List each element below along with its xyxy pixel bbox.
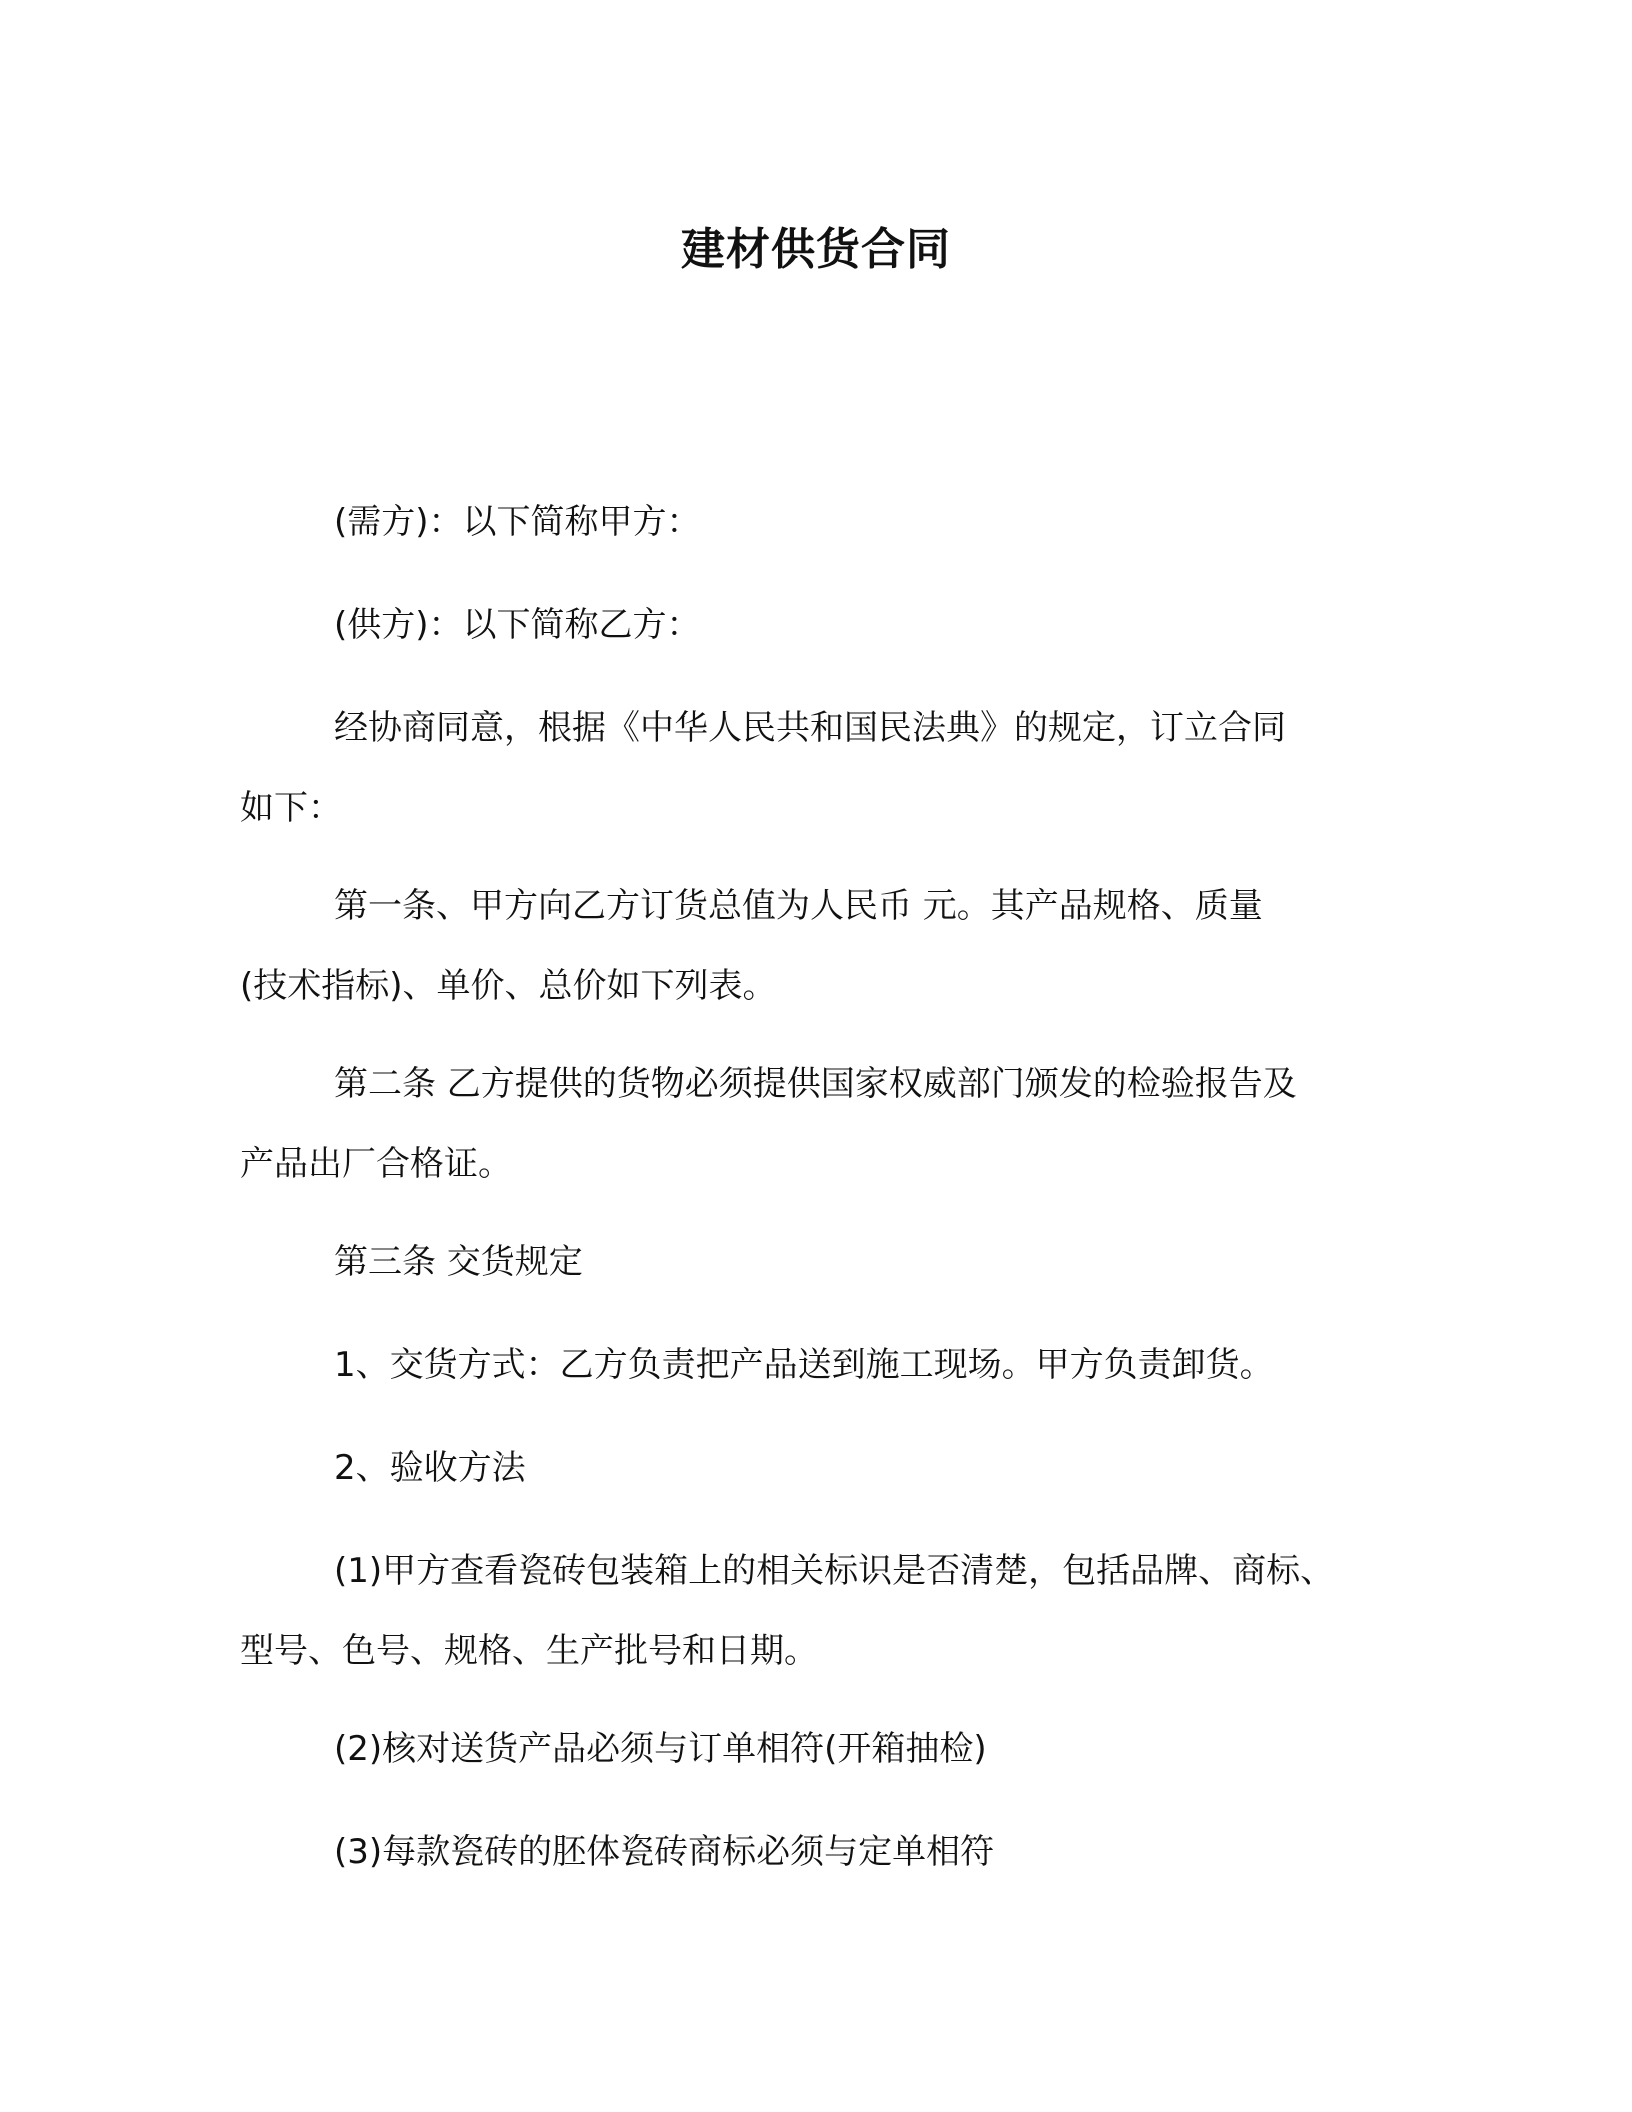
paragraph-line: 产品出厂合格证。 (240, 1144, 512, 1184)
document-title: 建材供货合同 (681, 224, 951, 275)
paragraph-line: (需方)：以下简称甲方： (334, 502, 701, 542)
paragraph-line: 第三条 交货规定 (334, 1242, 583, 1282)
paragraph-line: 第一条、甲方向乙方订货总值为人民币 元。其产品规格、质量 (334, 886, 1263, 926)
paragraph-line: 如下： (240, 788, 342, 828)
paragraph-line: 2、验收方法 (334, 1448, 526, 1488)
paragraph-line: 型号、色号、规格、生产批号和日期。 (240, 1631, 818, 1671)
paragraph-line: (技术指标)、单价、总价如下列表。 (240, 966, 777, 1006)
paragraph-line: (1)甲方查看瓷砖包装箱上的相关标识是否清楚，包括品牌、商标、 (334, 1551, 1335, 1591)
paragraph-check-2 (240, 1709, 1420, 1789)
paragraph-check-3 (240, 1812, 1420, 1892)
paragraph-line: (2)核对送货产品必须与订单相符(开箱抽检) (334, 1729, 987, 1769)
paragraph-line: 1、交货方式：乙方负责把产品送到施工现场。甲方负责卸货。 (334, 1345, 1274, 1385)
paragraph-acceptance-method (240, 1428, 1420, 1508)
paragraph-line: 第二条 乙方提供的货物必须提供国家权威部门颁发的检验报告及 (334, 1064, 1297, 1104)
paragraph-article-2 (240, 1044, 1420, 1204)
paragraph-supplier (240, 585, 1420, 665)
paragraph-line: (3)每款瓷砖的胚体瓷砖商标必须与定单相符 (334, 1832, 995, 1872)
paragraph-line: 经协商同意，根据《中华人民共和国民法典》的规定，订立合同 (334, 708, 1286, 748)
paragraph-line: (供方)：以下简称乙方： (334, 605, 701, 645)
paragraph-buyer (240, 482, 1420, 562)
paragraph-article-3 (240, 1222, 1420, 1302)
paragraph-article-1 (240, 866, 1420, 1026)
paragraph-check-1 (240, 1531, 1420, 1691)
paragraph-preamble (240, 688, 1420, 848)
paragraph-delivery-method (240, 1325, 1420, 1405)
